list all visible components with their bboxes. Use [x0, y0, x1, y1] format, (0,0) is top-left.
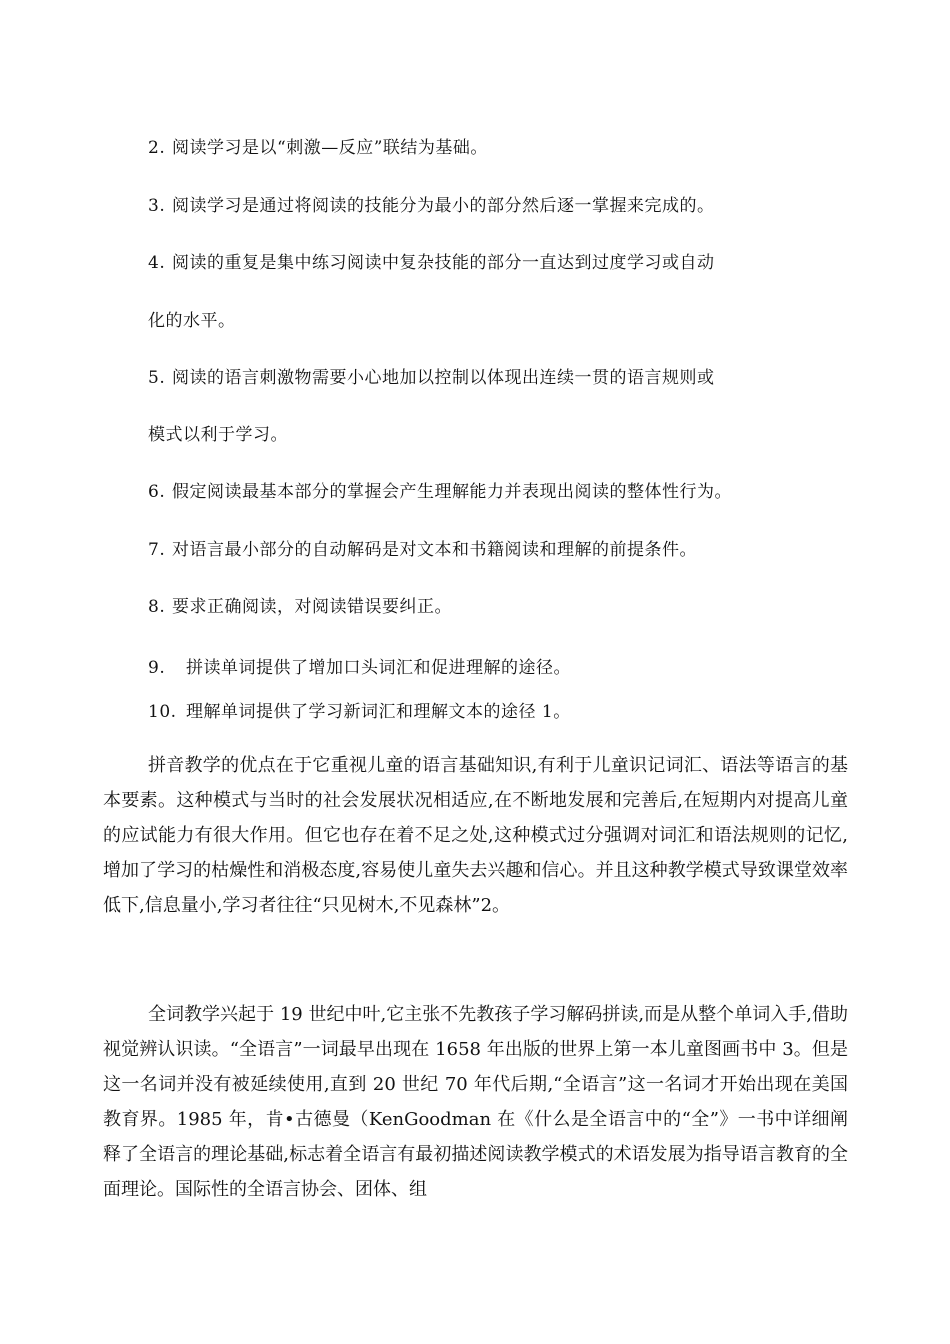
list-item-number: 7.: [148, 540, 166, 560]
list-item: [148, 136, 488, 160]
list-item-continuation: 模式以利于学习。: [148, 425, 288, 445]
list-item-text: 拼读单词提供了增加口头词汇和促进理解的途径。: [186, 658, 571, 678]
list-item-text: 要求正确阅读，对阅读错误要纠正。: [172, 597, 452, 617]
list-item-number: 3.: [148, 196, 166, 216]
list-item: [148, 251, 715, 275]
list-item-text: 阅读的语言刺激物需要小心地加以控制以体现出连续一贯的语言规则或: [172, 368, 715, 388]
list-item: [148, 538, 697, 562]
list-item-text: 对语言最小部分的自动解码是对文本和书籍阅读和理解的前提条件。: [172, 540, 697, 560]
list-item-text: 阅读学习是以“刺激—反应”联结为基础。: [172, 138, 488, 158]
list-item: [148, 700, 571, 724]
list-item-text: 假定阅读最基本部分的掌握会产生理解能力并表现出阅读的整体性行为。: [172, 482, 732, 502]
list-item-number: 9.: [148, 658, 166, 678]
list-item: [148, 366, 715, 390]
list-item-text: 阅读学习是通过将阅读的技能分为最小的部分然后逐一掌握来完成的。: [172, 196, 715, 216]
list-item-number: 2.: [148, 138, 166, 158]
list-item-number: 8.: [148, 597, 166, 617]
list-item-continuation: 化的水平。: [148, 311, 236, 331]
list-item: [148, 194, 715, 218]
list-item-text: 阅读的重复是集中练习阅读中复杂技能的部分一直达到过度学习或自动: [172, 253, 715, 273]
body-paragraph: 拼音教学的优点在于它重视儿童的语言基础知识,有利于儿童识记词汇、语法等语言的基本要素。这种模式与当时的社会发展状况相适应,在不断地发展和完善后,在短期内对提高儿童的应试能力有很大作用。但它也存在着不足之处,这种模式过分强调对词汇和语法规则的记忆,增加了学习的枯燥性和消极态度,容易使儿童失去兴趣和信心。并且这种教学模式导致课堂效率低下,信息量小,学习者往往“只见树木,不见森林”2。: [103, 755, 848, 916]
list-item-number: 10.: [148, 702, 177, 722]
list-item-number: 6.: [148, 482, 166, 502]
body-paragraph: 全词教学兴起于 19 世纪中叶,它主张不先教孩子学习解码拼读,而是从整个单词入手,借助视觉辨认识读。“全语言”一词最早出现在 1658 年出版的世界上第一本儿童图画书中 3。但是这一名词并没有被延续使用,直到 20 世纪 70 年代后期,“全语言”这一名词才开始出现在美国教育界。1985 年，肯•古德曼（KenGoodman 在《什么是全语言中的“全”》一书中详细阐释了全语言的理论基础,标志着全语言有最初描述阅读教学模式的术语发展为指导语言教育的全面理论。国际性的全语言协会、团体、组: [103, 1004, 848, 1200]
list-item: [148, 595, 452, 619]
list-item-number: 5.: [148, 368, 166, 388]
list-item-number: 4.: [148, 253, 166, 273]
list-item: [148, 656, 571, 680]
list-item: [148, 480, 732, 504]
list-item-text: 理解单词提供了学习新词汇和理解文本的途径 1。: [186, 702, 571, 722]
